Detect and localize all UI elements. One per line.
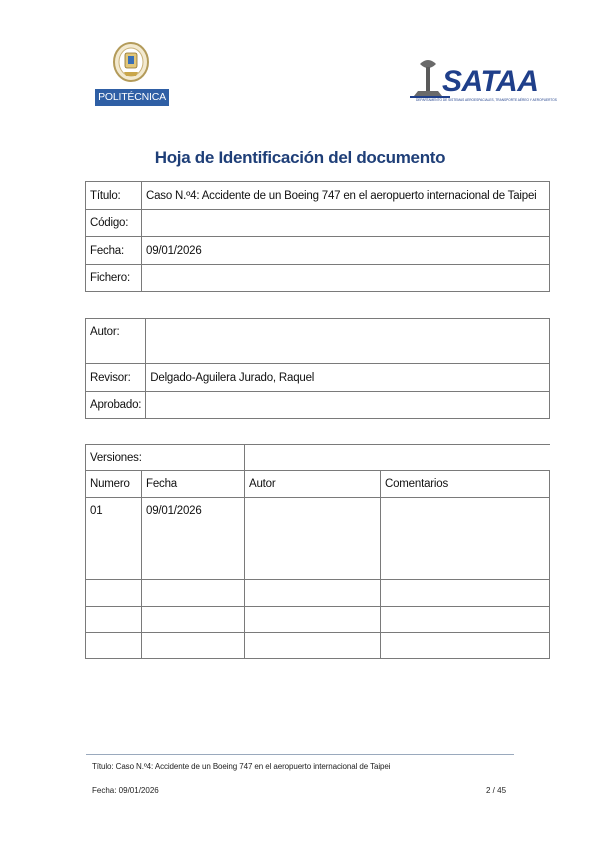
aprobado-label: Aprobado: [86, 392, 146, 419]
table-row [86, 319, 550, 364]
table-row [86, 364, 550, 392]
identification-table [85, 181, 550, 292]
footer-title: Título: Caso N.º4: Accidente de un Boeing 747 en el aeropuerto internacional de Taipei [92, 762, 391, 771]
version-comentarios [381, 633, 550, 659]
footer-divider [86, 754, 514, 755]
version-fecha [142, 607, 245, 633]
versions-title-empty [245, 445, 550, 471]
header-autor: Autor [245, 471, 381, 498]
versions-title: Versiones: [86, 445, 245, 471]
version-autor [245, 633, 381, 659]
version-autor [245, 498, 381, 580]
version-comentarios [381, 498, 550, 580]
versions-title-row [86, 445, 550, 471]
revisor-label: Revisor: [86, 364, 146, 392]
version-numero [86, 580, 142, 607]
table-row [86, 633, 550, 659]
fecha-value: 09/01/2026 [142, 237, 550, 265]
fecha-label: Fecha: [86, 237, 142, 265]
upm-logo [95, 42, 169, 106]
fichero-label: Fichero: [86, 265, 142, 292]
version-autor [245, 580, 381, 607]
versions-header-row [86, 471, 550, 498]
table-row [86, 392, 550, 419]
version-comentarios [381, 607, 550, 633]
autor-value [146, 319, 550, 364]
codigo-label: Código: [86, 210, 142, 237]
version-numero [86, 607, 142, 633]
versions-table [85, 444, 550, 659]
sataa-wordmark: SATAA [442, 65, 539, 98]
revisor-value: Delgado-Aguilera Jurado, Raquel [146, 364, 550, 392]
table-row [86, 182, 550, 210]
titulo-label: Título: [86, 182, 142, 210]
codigo-value [142, 210, 550, 237]
version-comentarios [381, 580, 550, 607]
version-fecha: 09/01/2026 [142, 498, 245, 580]
footer-date: Fecha: 09/01/2026 [92, 786, 159, 795]
upm-label: POLITÉCNICA [95, 89, 169, 106]
document-title: Hoja de Identificación del documento [154, 148, 446, 167]
titulo-value: Caso N.º4: Accidente de un Boeing 747 en el aeropuerto internacional de Taipei [142, 182, 550, 210]
version-numero: 01 [86, 498, 142, 580]
autor-label: Autor: [86, 319, 146, 364]
header-numero: Numero [86, 471, 142, 498]
upm-seal-icon [112, 42, 150, 82]
table-row [86, 580, 550, 607]
header-fecha: Fecha [142, 471, 245, 498]
sataa-subtitle: DEPARTAMENTO DE SISTEMAS AEROESPACIALES, TRANSPORTE AÉREO Y AEROPUERTOS [416, 98, 557, 102]
fichero-value [142, 265, 550, 292]
sataa-logo [410, 58, 557, 106]
version-numero [86, 633, 142, 659]
version-fecha [142, 580, 245, 607]
table-row [86, 498, 550, 580]
version-autor [245, 607, 381, 633]
authorship-table [85, 318, 550, 419]
version-fecha [142, 633, 245, 659]
aprobado-value [146, 392, 550, 419]
table-row [86, 237, 550, 265]
header-comentarios: Comentarios [381, 471, 550, 498]
table-row [86, 607, 550, 633]
page-number: 2 / 45 [486, 786, 507, 795]
table-row [86, 210, 550, 237]
table-row [86, 265, 550, 292]
